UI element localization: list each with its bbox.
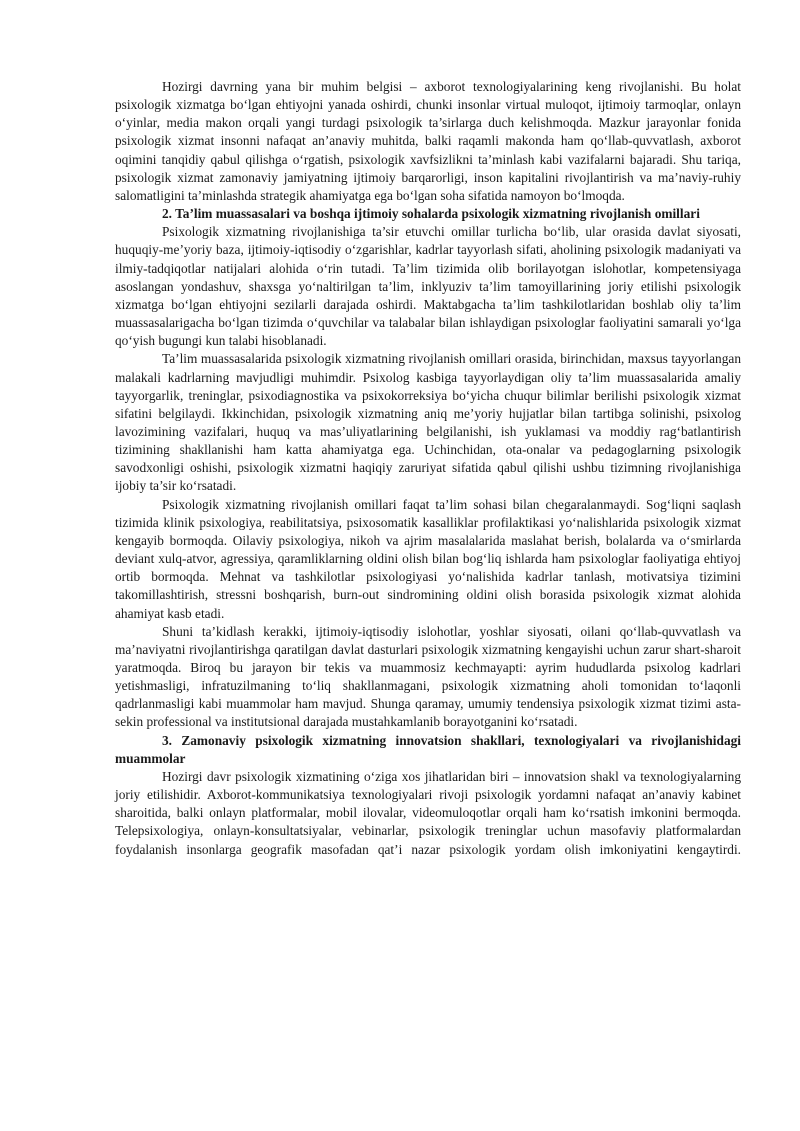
paragraph-education-factors: Ta’lim muassasalarida psixologik xizmatning rivojlanish omillari orasida, birinchidan, maxsus tayyorlangan malakali kadrlarning mavjudligi muhimdir. Psixolog kasbiga tayyorlaydigan oliy ta’lim muassasalarida amaliy tayyorgarlik, treninglar, psixodiagnostika va psixokorreksiya bo‘yicha chuqur bilimlar berilishi psixologik xizmat sifatini belgilaydi. Ikkinchidan, psixologik xizmatning aniq me’yoriy hujjatlar bilan tartibga solinishi, psixolog lavozimining vazifalari, huquq va mas’uliyatlarining belgilanishi, ish yuklamasi va moddiy rag‘batlantirish tizimining shakllanishi ham katta ahamiyatga ega. Uchinchidan, ota-onalar va pedagoglarning psixologik savodxonligi oshishi, psixologik xizmatni haqiqiy zaruriyat sifatida qabul qilishi ushbu tizimning rivojlanishiga ijobiy ta’sir ko‘rsatadi. xyxy=(115,351,741,494)
paragraph-development-factors: Psixologik xizmatning rivojlanishiga ta’sir etuvchi omillar turlicha bo‘lib, ular orasida davlat siyosati, huquqiy-me’yoriy baza, ijtimoiy-iqtisodiy o‘zgarishlar, kadrlar tayyorlash sifati, aholining psixologik madaniyati va ilmiy-tadqiqotlar natijalari alohida o‘rin tutadi. Ta’lim tizimida olib borilayotgan islohotlar, kompetensiyaga asoslangan yondashuv, shaxsga yo‘naltirilgan ta’lim, inklyuziv ta’lim tamoyillarining joriy etilishi psixologik xizmatga bo‘lgan ehtiyojni sezilarli darajada oshirdi. Maktabgacha ta’lim tashkilotlaridan boshlab oliy ta’lim muassasalarigacha bo‘lgan tizimda o‘quvchilar va talabalar bilan ishlaydigan psixologlar faoliyatini samarali yo‘lga qo‘yish bugungi kun talabi hisoblanadi. xyxy=(115,224,741,349)
section-heading-3: 3. Zamonaviy psixologik xizmatning innovatsion shakllari, texnologiyalari va rivojlanishidagi muammolar xyxy=(115,732,741,766)
paragraph-reforms-problems: Shuni ta’kidlash kerakki, ijtimoiy-iqtisodiy islohotlar, yoshlar siyosati, oilani qo‘llab-quvvatlash va ma’naviyatni rivojlantirishga qaratilgan davlat dasturlari psixologik xizmatning kengayishi uchun zarur shart-sharoit yaratmoqda. Biroq bu jarayon bir tekis va muammosiz kechmayapti: ayrim hududlarda psixolog kadrlari yetishmasligi, infratuzilmaning to‘liq shakllanmagani, psixologik xizmatning aholi tomonidan to‘laqonli qadrlanmasligi kabi muammolar ham mavjud. Shunga qaramay, umumiy tendensiya psixologik xizmat tizimi asta-sekin professional va institutsional darajada mustahkamlanib borayotganini ko‘rsatadi. xyxy=(115,623,741,730)
paragraph-innovation-forms: Hozirgi davr psixologik xizmatining o‘ziga xos jihatlaridan biri – innovatsion shakl va texnologiyalarning joriy etilishidir. Axborot-kommunikatsiya texnologiyalari rivoji psixologik yordamni nafaqat an’anaviy kabinet sharoitida, balki onlayn platformalar, mobil ilovalar, videomuloqotlar orqali ham ko‘rsatish imkonini bermoqda. Telepsixologiya, onlayn-konsultatsiyalar, vebinarlar, psixologik treninglar uchun masofaviy platformalardan foydalanish insonlarga geografik masofadan qat’i nazar psixologik yordam olish imkoniyatini kengaytirdi. xyxy=(115,768,741,857)
paragraph-other-spheres: Psixologik xizmatning rivojlanish omillari faqat ta’lim sohasi bilan chegaralanmaydi. Sog‘liqni saqlash tizimida klinik psixologiya, reabilitatsiya, psixosomatik kasalliklar profilaktikasi yo‘nalishlarida psixologik xizmat kengayib bormoqda. Oilaviy psixologiya, nikoh va ajrim masalalarida maslahat berish, bolalarda va o‘smirlarda deviant xulq-atvor, agressiya, qaramliklarning oldini olish bilan bog‘liq ishlarda ham psixologlar faoliyatiga ehtiyoj ortib bormoqda. Mehnat va tashkilotlar psixologiyasi yo‘nalishida kadrlar tanlash, motivatsiya tizimini takomillashtirish, stressni boshqarish, burn-out sindromining oldini olish borasida psixologik xizmat alohida ahamiyat kasb etadi. xyxy=(115,496,741,621)
section-heading-2: 2. Ta’lim muassasalari va boshqa ijtimoiy sohalarda psixologik xizmatning rivojlanish omillari xyxy=(162,206,700,222)
document-page xyxy=(115,78,741,859)
paragraph-intro-info-tech: Hozirgi davrning yana bir muhim belgisi – axborot texnologiyalarining keng rivojlanishi. Bu holat psixologik xizmatga bo‘lgan ehtiyojni yanada oshirdi, chunki insonlar virtual muloqot, ijtimoiy tarmoqlar, onlayn o‘yinlar, media makon orqali yangi turdagi psixologik ta’sirlarga duch kelishmoqda. Mazkur jarayonlar fonida psixologik xizmat insonni nafaqat an’anaviy muhitda, balki raqamli makonda ham qo‘llab-quvvatlash, axborot oqimini tanqidiy qabul qilishga o‘rgatish, psixologik xavfsizlikni ta’minlash kabi vazifalarni bajaradi. Shu tariqa, psixologik xizmat zamonaviy jamiyatning ijtimoiy barqarorligi, inson kapitalini rivojlantirish va ma’naviy-ruhiy salomatligini ta’minlashda strategik ahamiyatga ega bo‘lgan soha sifatida namoyon bo‘lmoqda. xyxy=(115,79,741,203)
